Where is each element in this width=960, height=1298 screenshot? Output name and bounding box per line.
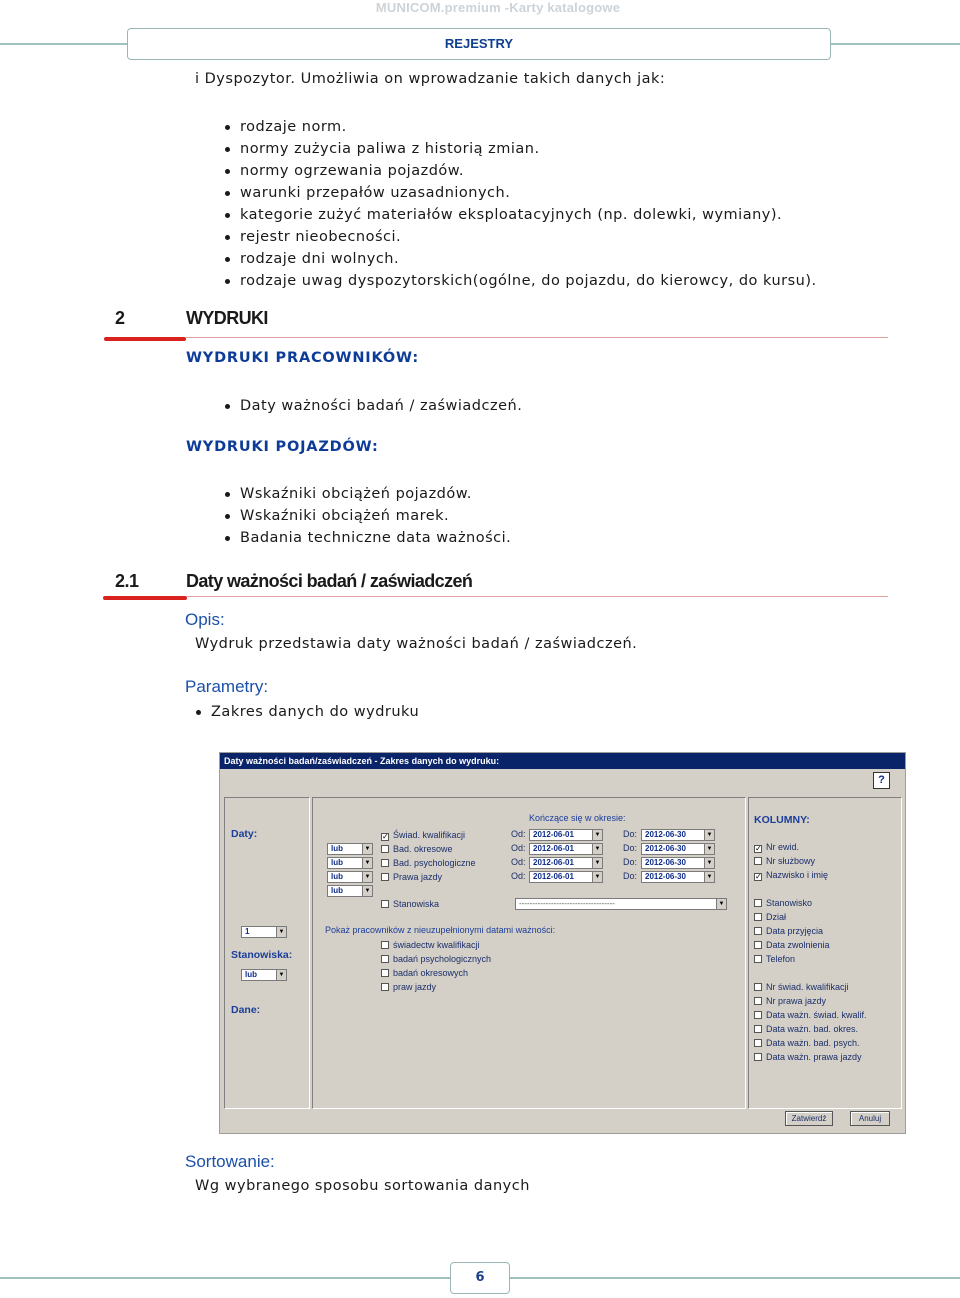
checkbox-icon [381,900,389,908]
chevron-down-icon: ▼ [704,830,714,840]
do-date-select[interactable]: 2012-06-30 ▼ [641,829,715,841]
checkbox-icon [754,913,762,921]
columns-title: KOLUMNY: [754,814,810,826]
subsection-rule [187,596,888,597]
column-checkbox[interactable]: Dział [754,911,786,924]
incomplete-checkbox[interactable]: praw jazdy [381,981,436,994]
intro-text: i Dyspozytor. Umożliwia on wprowadzanie takich danych jak: [195,71,666,87]
checkbox-icon [754,857,762,865]
do-label: Do: [623,871,638,881]
checkbox-icon [754,1039,762,1047]
column-checkbox[interactable]: Data ważn. bad. okres. [754,1023,858,1036]
checkbox-icon [381,955,389,963]
checkbox-icon [754,941,762,949]
checkbox-icon [381,845,389,853]
list-item: rodzaje norm. [225,116,817,138]
dialog-title-bar: Daty ważności badań/zaświadczeń - Zakres danych do wydruku: [220,753,906,769]
parametry-label: Parametry: [185,677,269,696]
incomplete-label: Pokaż pracowników z nieuzupełnionymi datami ważności: [325,925,556,935]
list-item: Daty ważności badań / zaświadczeń. [225,395,522,417]
parametry-list [196,701,419,723]
od-label: Od: [511,829,526,839]
column-checkbox[interactable]: Data ważn. prawa jazdy [754,1051,862,1064]
od-label: Od: [511,843,526,853]
chevron-down-icon: ▼ [592,830,602,840]
column-checkbox[interactable]: Data ważn. świad. kwalif. [754,1009,867,1022]
subsection-title: Daty ważności badań / zaświadczeń [186,571,473,591]
list-item: normy zużycia paliwa z historią zmian. [225,138,817,160]
condition-checkbox[interactable]: Bad. okresowe [381,843,453,856]
list-item: Wskaźniki obciążeń pojazdów. [225,483,511,505]
list-item: Wskaźniki obciążeń marek. [225,505,511,527]
checkbox-icon [754,955,762,963]
columns-panel [748,797,902,1109]
do-label: Do: [623,829,638,839]
do-label: Do: [623,857,638,867]
cancel-button[interactable]: Anuluj [850,1111,890,1126]
vehicle-printouts-title: WYDRUKI POJAZDÓW: [186,439,379,455]
do-label: Do: [623,843,638,853]
list-item: kategorie zużyć materiałów eksploatacyjnych (np. dolewki, wymiany). [225,204,817,226]
subsection-number: 2.1 [115,571,139,591]
register-list [225,116,817,292]
column-checkbox[interactable]: ✓ Nazwisko i imię [755,870,829,881]
list-item: rodzaje uwag dyspozytorskich(ogólne, do pojazdu, do kierowcy, do kursu). [225,270,817,292]
chevron-down-icon: ▼ [716,899,726,909]
checkbox-icon [754,927,762,935]
confirm-button[interactable]: Zatwierdź [785,1111,833,1126]
chevron-down-icon: ▼ [362,858,372,868]
header-section-title: REJESTRY [127,28,831,60]
range-label: Kończące się w okresie: [529,813,626,823]
incomplete-checkbox[interactable]: świadectw kwalifikacji [381,939,480,952]
vehicle-printouts-list [225,483,511,549]
list-item: rejestr nieobecności. [225,226,817,248]
chevron-down-icon: ▼ [592,858,602,868]
checkbox-icon: ✓ [755,872,762,881]
sortowanie-text: Wg wybranego sposobu sortowania danych [195,1178,530,1194]
incomplete-checkbox[interactable]: badań okresowych [381,967,468,980]
column-checkbox[interactable]: Nr służbowy [754,855,815,868]
chevron-down-icon: ▼ [704,858,714,868]
checkbox-icon: ✓ [755,844,762,853]
list-item: Zakres danych do wydruku [196,701,419,723]
section-title: WYDRUKI [186,308,268,328]
checkbox-icon [754,983,762,991]
column-checkbox[interactable]: ✓ Nr ewid. [755,842,800,853]
left-panel [224,797,310,1109]
opis-text: Wydruk przedstawia daty ważności badań / zaświadczeń. [195,636,638,652]
condition-operator-select[interactable]: lub ▼ [327,885,373,897]
checkbox-icon [754,997,762,1005]
column-checkbox[interactable]: Nr prawa jazdy [754,995,826,1008]
chevron-down-icon: ▼ [362,886,372,896]
checkbox-icon [754,1011,762,1019]
chevron-down-icon: ▼ [704,872,714,882]
column-checkbox[interactable]: Data ważn. bad. psych. [754,1037,860,1050]
conditions-panel [312,797,746,1109]
column-checkbox[interactable]: Telefon [754,953,795,966]
do-date-select[interactable]: 2012-06-30 ▼ [641,871,715,883]
checkbox-icon [381,983,389,991]
chevron-down-icon: ▼ [276,970,286,980]
do-date-select[interactable]: 2012-06-30 ▼ [641,843,715,855]
stanowiska-operator-select[interactable]: lub ▼ [241,969,287,981]
sortowanie-label: Sortowanie: [185,1152,275,1171]
column-checkbox[interactable]: Nr świad. kwalifikacji [754,981,849,994]
condition-operator-select[interactable]: lub ▼ [327,843,373,855]
column-checkbox[interactable]: Data zwolnienia [754,939,830,952]
od-label: Od: [511,871,526,881]
daty-label: Daty: [231,828,258,840]
list-item: warunki przepałów uzasadnionych. [225,182,817,204]
chevron-down-icon: ▼ [704,844,714,854]
od-date-select[interactable]: 2012-06-01 ▼ [529,871,603,883]
condition-operator-select[interactable]: lub ▼ [327,857,373,869]
chevron-down-icon: ▼ [276,927,286,937]
chevron-down-icon: ▼ [592,872,602,882]
checkbox-icon [381,969,389,977]
checkbox-icon [754,1025,762,1033]
checkbox-icon [381,859,389,867]
opis-label: Opis: [185,610,225,629]
section-number: 2 [115,308,125,328]
incomplete-checkbox[interactable]: badań psychologicznych [381,953,491,966]
employees-printouts-title: WYDRUKI PRACOWNIKÓW: [186,350,419,366]
print-range-dialog [219,752,906,1134]
column-checkbox[interactable]: Data przyjęcia [754,925,823,938]
checkbox-icon [754,899,762,907]
column-checkbox[interactable]: Stanowisko [754,897,812,910]
od-label: Od: [511,857,526,867]
page-number: 6 [450,1262,510,1294]
condition-checkbox[interactable]: ✓ Świad. kwalifikacji [382,830,466,841]
stanowiska-checkbox[interactable]: Stanowiska [381,898,439,911]
do-date-select[interactable]: 2012-06-30 ▼ [641,857,715,869]
stanowiska-select[interactable]: ------------------------------------ ▼ [515,898,727,910]
dane-label: Dane: [231,1004,261,1016]
checkbox-icon [754,1053,762,1061]
condition-operator-select[interactable]: lub ▼ [327,871,373,883]
checkbox-icon: ✓ [382,832,389,841]
employees-printouts-list [225,395,522,417]
list-item: rodzaje dni wolnych. [225,248,817,270]
chevron-down-icon: ▼ [362,844,372,854]
list-item: Badania techniczne data ważności. [225,527,511,549]
checkbox-icon [381,873,389,881]
list-item: normy ogrzewania pojazdów. [225,160,817,182]
checkbox-icon [381,941,389,949]
chevron-down-icon: ▼ [362,872,372,882]
stanowiska-label: Stanowiska: [231,949,293,961]
condition-checkbox[interactable]: Prawa jazdy [381,871,442,884]
chevron-down-icon: ▼ [592,844,602,854]
subsection-red-bar [103,596,187,600]
header-brand: MUNICOM.premium -Karty katalogowe [375,0,621,15]
help-icon[interactable]: ? [873,772,890,789]
od-date-select[interactable]: 2012-06-01 ▼ [529,857,603,869]
daty-count-select[interactable]: 1 ▼ [241,926,287,938]
section-rule [186,337,888,338]
od-date-select[interactable]: 2012-06-01 ▼ [529,829,603,841]
condition-checkbox[interactable]: Bad. psychologiczne [381,857,476,870]
section-red-bar [104,337,186,341]
od-date-select[interactable]: 2012-06-01 ▼ [529,843,603,855]
